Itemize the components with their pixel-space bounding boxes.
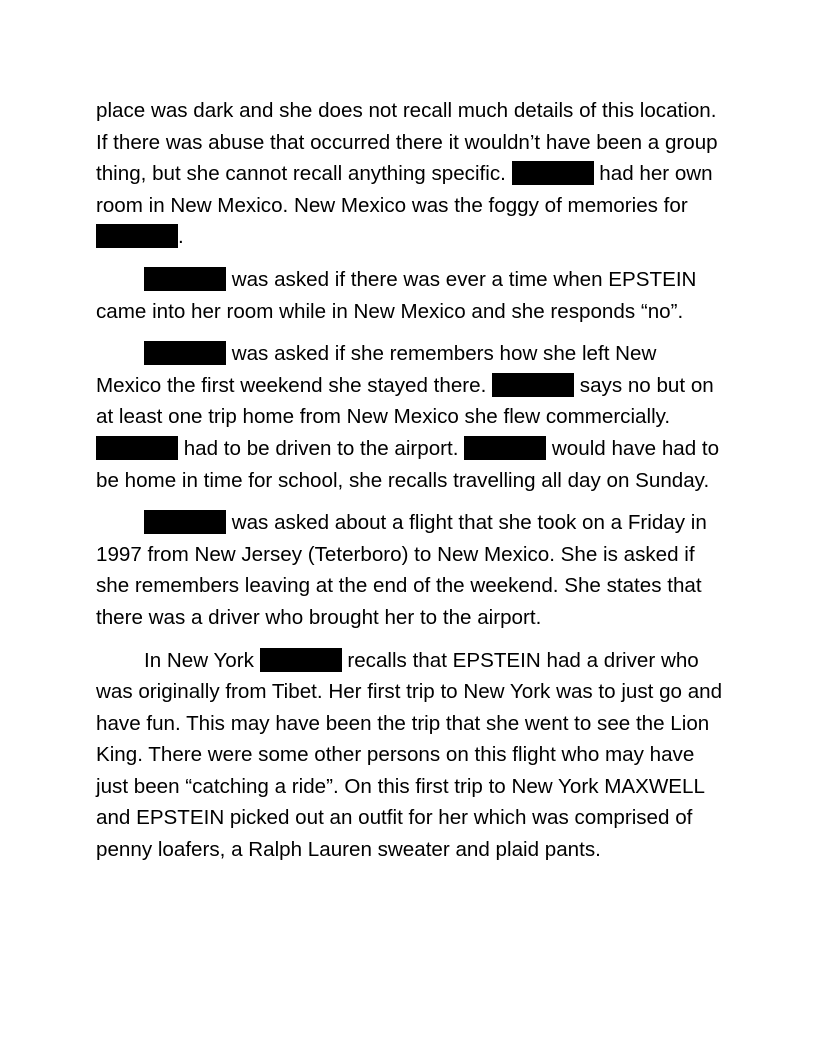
redaction-box [144, 510, 226, 534]
text-segment: says no but on at least one trip home from New Mexico she flew commercially. [96, 373, 714, 429]
paragraph [96, 645, 726, 866]
paragraph [96, 95, 726, 253]
text-segment: was asked about a flight that she took on a Friday in 1997 from New Jersey (Teterboro) to New Mexico. She is asked if she remembers leaving at the end of the weekend. She states that there was a driver who brought her to the airport. [96, 511, 707, 629]
text-segment: place was dark and she does not recall much details of this location. If there was abuse that occurred there it wouldn’t have been a group thing, but she cannot recall anything specific. [96, 99, 718, 186]
redaction-box [512, 161, 594, 185]
redaction-box [144, 267, 226, 291]
paragraph [96, 264, 726, 327]
redaction-box [464, 436, 546, 460]
text-segment: would have had to be home in time for school, she recalls travelling all day on Sunday. [96, 436, 720, 492]
text-segment: had to be driven to the airport. [178, 436, 465, 460]
text-segment: In New York [144, 648, 260, 672]
redaction-box [96, 436, 178, 460]
text-segment: was asked if there was ever a time when EPSTEIN came into her room while in New Mexico and she responds “no”. [96, 267, 697, 323]
text-segment: was asked if she remembers how she left New Mexico the first weekend she stayed there. [96, 342, 657, 397]
text-segment: recalls that EPSTEIN had a driver who was originally from Tibet. Her first trip to New York was to just go and have fun. This may have been the trip that she went to see the Lion King. There were some other persons on this flight who may have just been “catching a ride”. On this first trip to New York MAXWELL and EPSTEIN picked out an outfit for her which was comprised of penny loafers, a Ralph Lauren sweater and plaid pants. [96, 648, 723, 862]
redaction-box [492, 373, 574, 397]
document-body [96, 95, 726, 877]
text-segment: had her own room in New Mexico. New Mexico was the foggy of memories for [96, 162, 713, 217]
paragraph [96, 507, 726, 633]
text-segment: . [178, 225, 184, 249]
redaction-box [144, 341, 226, 365]
redaction-box [96, 224, 178, 248]
paragraph [96, 338, 726, 496]
redaction-box [260, 648, 342, 672]
